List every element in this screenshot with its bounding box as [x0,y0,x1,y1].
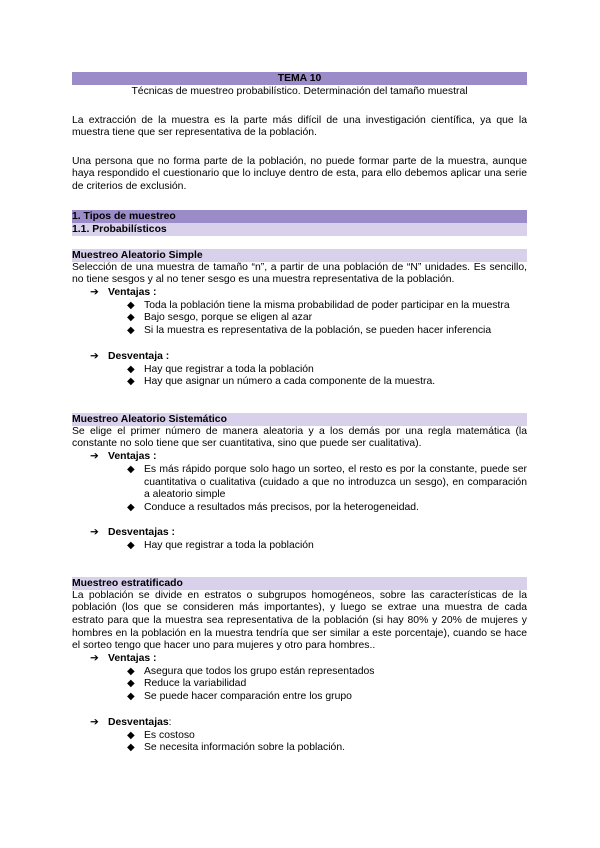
intro-paragraph-2: Una persona que no forma parte de la población, no puede formar parte de la muestra, aunque haya respondido el cuestionario que lo incluye dentro de esta, para ello debemos aplicar una serie de criterios de exclusión. [72,155,527,192]
mas-desventajas-list [72,364,527,389]
list-item: ◆ Hay que asignar un número a cada componente de la muestra. [127,376,436,388]
section-heading-tipos: 1. Tipos de muestreo [72,210,527,223]
list-item: ◆ Es más rápido porque solo hago un sorteo, el resto es por la constante, puede ser cuantitativa o cualitativa (cuidado a que no introduzca un sesgo), en comparación a aleatorio simple [127,463,527,501]
heading-muestreo-aleatorio-sistematico: Muestreo Aleatorio Sistemático [72,413,527,426]
diamond-bullet-icon: ◆ [127,376,135,388]
mas-ventajas-list [72,300,527,338]
diamond-bullet-icon: ◆ [127,665,135,677]
estr-description: La población se divide en estratos o subgrupos homogéneos, sobre las características de la población (los que se consideren más importantes), y luego se extrae una muestra de cada estrato para que la muestra sea representativa de la población (si hay 80% y 20% de mujeres y hombres en la población en la muestra tendría que ser similar a este porcentaje), cuando se hace el sorteo tengo que hacer uno para mujeres y otro para hombres.. [72,589,527,652]
list-item: ◆ Se necesita información sobre la población. [127,742,346,754]
diamond-bullet-icon: ◆ [127,691,135,703]
arrow-icon: ➔ [90,527,99,539]
diamond-bullet-icon: ◆ [127,463,135,475]
arrow-icon: ➔ [90,652,99,664]
document-content [72,72,527,755]
list-item: ◆ Bajo sesgo, porque se eligen al azar [127,312,313,324]
arrow-icon: ➔ [90,716,99,728]
list-item: ◆ Reduce la variabilidad [127,678,247,690]
arrow-icon: ➔ [90,450,99,462]
list-item: ◆ Asegura que todos los grupo están representados [127,665,375,677]
estr-ventajas-label: ➔ Ventajas : [90,652,157,664]
document-title: TEMA 10 [72,72,527,85]
diamond-bullet-icon: ◆ [127,742,135,754]
estr-desventajas-label: ➔ Desventajas: [90,716,172,728]
sist-description: Se elige el primer número de manera aleatoria y a los demás por una regla matemática (la constante no solo tiene que ser cuantitativa, sino que puede ser cualitativa). [72,425,527,450]
document-subtitle: Técnicas de muestreo probabilístico. Determinación del tamaño muestral [131,86,468,97]
mas-ventajas-label: ➔ Ventajas : [90,286,157,298]
estr-desventajas-list [72,730,527,755]
sist-ventajas-list [72,464,527,514]
arrow-icon: ➔ [90,286,99,298]
diamond-bullet-icon: ◆ [127,501,135,513]
sist-desventajas-label: ➔ Desventajas : [90,527,175,539]
diamond-bullet-icon: ◆ [127,363,135,375]
mas-description: Selección de una muestra de tamaño “n”, a partir de una población de “N” unidades. Es sencillo, no tiene sesgos y al no tener sesgo es una muestra representativa de la población. [72,261,527,286]
diamond-bullet-icon: ◆ [127,540,135,552]
mas-desventajas-label: ➔ Desventaja : [90,350,170,362]
subsection-heading-probabilisticos: 1.1. Probabilísticos [72,223,527,236]
heading-muestreo-aleatorio-simple: Muestreo Aleatorio Simple [72,249,527,262]
list-item: ◆ Hay que registrar a toda la población [127,540,314,552]
heading-muestreo-estratificado: Muestreo estratificado [72,577,527,590]
diamond-bullet-icon: ◆ [127,312,135,324]
sist-desventajas-list [72,540,527,553]
diamond-bullet-icon: ◆ [127,678,135,690]
list-item: ◆ Se puede hacer comparación entre los grupo [127,691,352,703]
diamond-bullet-icon: ◆ [127,324,135,336]
list-item: ◆ Toda la población tiene la misma probabilidad de poder participar en la muestra [127,299,510,311]
estr-ventajas-list [72,666,527,704]
list-item: ◆ Es costoso [127,729,195,741]
list-item: ◆ Hay que registrar a toda la población [127,363,314,375]
list-item: ◆ Si la muestra es representativa de la población, se pueden hacer inferencia [127,324,492,336]
diamond-bullet-icon: ◆ [127,299,135,311]
intro-paragraph-1: La extracción de la muestra es la parte más difícil de una investigación científica, ya que la muestra tiene que ser representativa de la población. [72,114,527,139]
sist-ventajas-label: ➔ Ventajas : [90,450,157,462]
list-item: ◆ Conduce a resultados más precisos, por la heterogeneidad. [127,501,419,513]
arrow-icon: ➔ [90,350,99,362]
diamond-bullet-icon: ◆ [127,729,135,741]
